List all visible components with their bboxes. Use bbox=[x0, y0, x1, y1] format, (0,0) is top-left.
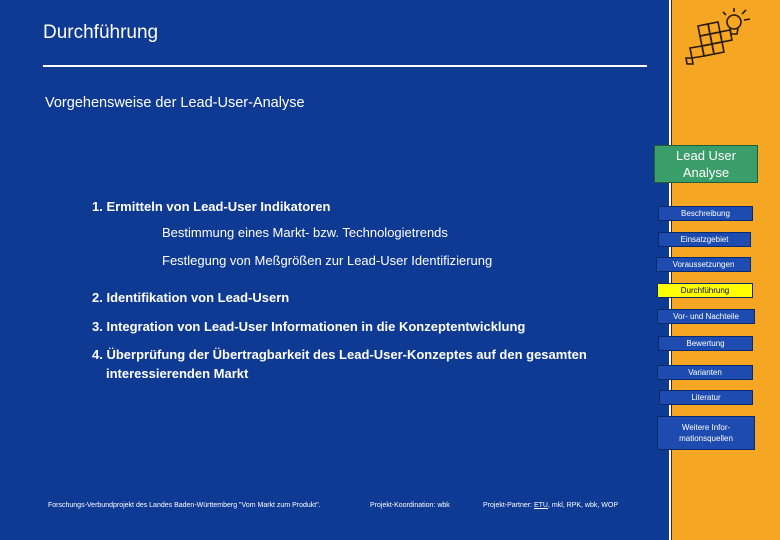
nav-einsatzgebiet-button[interactable]: Einsatzgebiet bbox=[658, 232, 751, 247]
step-1-substep-2-text: Festlegung von Meßgrößen zur Lead-User Identifizierung bbox=[162, 253, 493, 268]
lead-box-line-2: Analyse bbox=[682, 165, 730, 180]
nav-varianten-button[interactable]: Varianten bbox=[657, 365, 753, 380]
footer-partners-label: Projekt-Partner: bbox=[483, 502, 533, 509]
step-3-text: 3. Integration von Lead-User Informationen in die Konzeptentwicklung bbox=[92, 319, 526, 334]
nav-weitere-line-2: mationsquellen bbox=[679, 434, 733, 443]
lead-user-analyse-box bbox=[654, 145, 758, 183]
footer-project-text: Forschungs-Verbundprojekt des Landes Baden-Württemberg "Vom Markt zum Produkt". bbox=[48, 502, 321, 509]
lead-box-line-1: Lead User bbox=[676, 148, 736, 163]
step-4-text: 4. Überprüfung der Übertragbarkeit des Lead-User-Konzeptes auf den gesamten bbox=[92, 347, 587, 362]
nav-voraussetzungen-button[interactable]: Voraussetzungen bbox=[656, 257, 751, 272]
footer-partners bbox=[483, 502, 618, 509]
step-1-substep-1-text: Bestimmung eines Markt- bzw. Technologietrends bbox=[162, 225, 448, 240]
step-1-text: 1. Ermitteln von Lead-User Indikatoren bbox=[92, 199, 331, 214]
step-4-continuation-text: interessierenden Markt bbox=[106, 366, 249, 381]
title-divider bbox=[43, 65, 647, 67]
footer-partners-rest: , mkl, RPK, wbk, WOP bbox=[547, 502, 618, 509]
nav-beschreibung-button[interactable]: Beschreibung bbox=[658, 206, 753, 221]
footer-coordination-text: Projekt-Koordination: wbk bbox=[370, 502, 450, 509]
page-subtitle: Vorgehensweise der Lead-User-Analyse bbox=[45, 95, 305, 111]
puzzle-grid-bulb-icon bbox=[684, 6, 754, 68]
nav-durchfuehrung-button-active[interactable]: Durchführung bbox=[657, 283, 753, 298]
nav-weitere-informationsquellen-button[interactable] bbox=[657, 416, 755, 450]
step-2-text: 2. Identifikation von Lead-Usern bbox=[92, 290, 290, 305]
nav-vor-und-nachteile-button[interactable]: Vor- und Nachteile bbox=[657, 309, 755, 324]
nav-weitere-line-1: Weitere Infor- bbox=[681, 423, 731, 432]
nav-literatur-button[interactable]: Literatur bbox=[659, 390, 753, 405]
page-title: Durchführung bbox=[43, 22, 159, 43]
nav-bewertung-button[interactable]: Bewertung bbox=[658, 336, 753, 351]
footer-partner-etu-link[interactable]: ETU bbox=[533, 502, 548, 509]
